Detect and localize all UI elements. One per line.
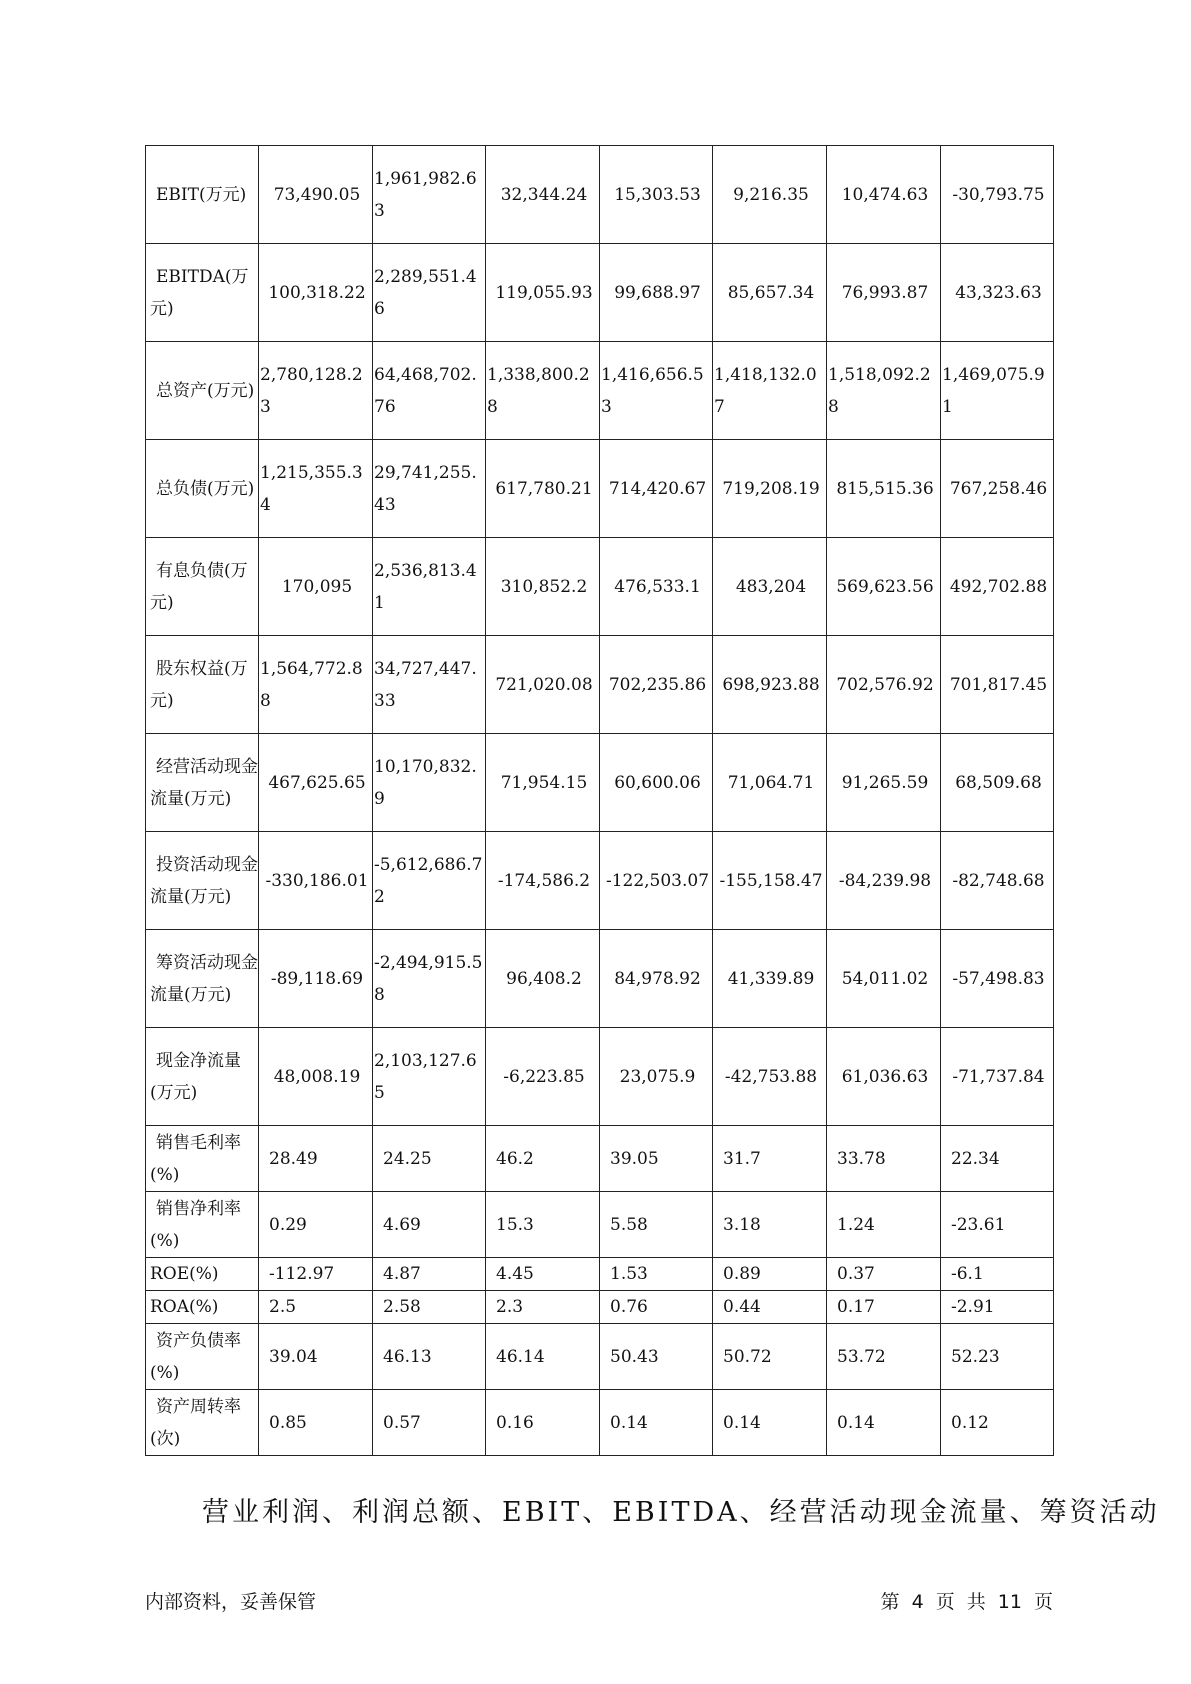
- table-cell: 2.3: [486, 1291, 600, 1324]
- table-row: [146, 734, 1054, 832]
- table-cell: 2,536,813.41: [373, 538, 486, 636]
- table-cell: 99,688.97: [600, 244, 713, 342]
- table-cell: -71,737.84: [941, 1028, 1054, 1126]
- table-cell: 721,020.08: [486, 636, 600, 734]
- table-cell: 0.14: [600, 1390, 713, 1456]
- table-cell: 0.29: [259, 1192, 373, 1258]
- table-cell: 3.18: [713, 1192, 827, 1258]
- row-label-text: 总负债(万元): [156, 478, 255, 499]
- row-label-text: 销售净利率(%): [150, 1198, 241, 1251]
- table-cell: 15.3: [486, 1192, 600, 1258]
- table-row: [146, 538, 1054, 636]
- table-cell: -155,158.47: [713, 832, 827, 930]
- table-cell: 46.13: [373, 1324, 486, 1390]
- table-cell: 719,208.19: [713, 440, 827, 538]
- row-label: [146, 342, 259, 440]
- table-cell: 50.43: [600, 1324, 713, 1390]
- table-cell: -6,223.85: [486, 1028, 600, 1126]
- row-label-text: EBITDA(万元): [150, 266, 249, 319]
- table-cell: -6.1: [941, 1258, 1054, 1291]
- table-cell: -42,753.88: [713, 1028, 827, 1126]
- table-row: [146, 1192, 1054, 1258]
- row-label: [146, 832, 259, 930]
- row-label-text: ROA(%): [150, 1297, 219, 1317]
- table-cell: 0.44: [713, 1291, 827, 1324]
- row-label-text: 经营活动现金流量(万元): [150, 756, 258, 809]
- table-cell: 68,509.68: [941, 734, 1054, 832]
- table-cell: 2,103,127.65: [373, 1028, 486, 1126]
- footer-page-number: 第 4 页 共 11 页: [880, 1591, 1053, 1613]
- table-row: [146, 1028, 1054, 1126]
- table-cell: 24.25: [373, 1126, 486, 1192]
- row-label: [146, 1192, 259, 1258]
- table-cell: 701,817.45: [941, 636, 1054, 734]
- table-cell: 31.7: [713, 1126, 827, 1192]
- table-cell: 76,993.87: [827, 244, 941, 342]
- table-cell: 0.12: [941, 1390, 1054, 1456]
- table-cell: 0.14: [713, 1390, 827, 1456]
- table-cell: 1,564,772.88: [259, 636, 373, 734]
- table-cell: -5,612,686.72: [373, 832, 486, 930]
- table-cell: -23.61: [941, 1192, 1054, 1258]
- row-label-text: 投资活动现金流量(万元): [150, 854, 258, 907]
- table-row: [146, 1390, 1054, 1456]
- table-cell: 73,490.05: [259, 146, 373, 244]
- row-label: [146, 1028, 259, 1126]
- table-cell: 702,576.92: [827, 636, 941, 734]
- table-cell: 0.57: [373, 1390, 486, 1456]
- table-cell: -82,748.68: [941, 832, 1054, 930]
- table-cell: 569,623.56: [827, 538, 941, 636]
- table-cell: 714,420.67: [600, 440, 713, 538]
- table-cell: 96,408.2: [486, 930, 600, 1028]
- footer-confidential-note: 内部资料，妥善保管: [145, 1591, 317, 1613]
- table-row: [146, 1126, 1054, 1192]
- table-cell: 46.2: [486, 1126, 600, 1192]
- row-label: [146, 1390, 259, 1456]
- table-cell: 467,625.65: [259, 734, 373, 832]
- table-cell: 0.37: [827, 1258, 941, 1291]
- table-row: [146, 1291, 1054, 1324]
- table-cell: 2.58: [373, 1291, 486, 1324]
- table-cell: 0.89: [713, 1258, 827, 1291]
- table-cell: 617,780.21: [486, 440, 600, 538]
- table-cell: 39.05: [600, 1126, 713, 1192]
- table-row: [146, 440, 1054, 538]
- row-label-text: 股东权益(万元): [150, 658, 248, 711]
- table-cell: 1,418,132.07: [713, 342, 827, 440]
- row-label: [146, 734, 259, 832]
- table-cell: 71,064.71: [713, 734, 827, 832]
- table-cell: 1,416,656.53: [600, 342, 713, 440]
- table-cell: 22.34: [941, 1126, 1054, 1192]
- table-cell: 1,469,075.91: [941, 342, 1054, 440]
- table-row: [146, 930, 1054, 1028]
- row-label: [146, 440, 259, 538]
- table-cell: 702,235.86: [600, 636, 713, 734]
- table-row: [146, 1324, 1054, 1390]
- table-cell: 41,339.89: [713, 930, 827, 1028]
- table-cell: 61,036.63: [827, 1028, 941, 1126]
- table-cell: 310,852.2: [486, 538, 600, 636]
- table-cell: 9,216.35: [713, 146, 827, 244]
- row-label: [146, 1291, 259, 1324]
- table-cell: 483,204: [713, 538, 827, 636]
- table-cell: -330,186.01: [259, 832, 373, 930]
- table-cell: 815,515.36: [827, 440, 941, 538]
- table-cell: 170,095: [259, 538, 373, 636]
- table-cell: 64,468,702.76: [373, 342, 486, 440]
- table-cell: 1,338,800.28: [486, 342, 600, 440]
- table-cell: 84,978.92: [600, 930, 713, 1028]
- row-label-text: 销售毛利率(%): [150, 1132, 241, 1185]
- table-cell: 1,215,355.34: [259, 440, 373, 538]
- table-cell: 2.5: [259, 1291, 373, 1324]
- table-cell: 28.49: [259, 1126, 373, 1192]
- table-cell: -122,503.07: [600, 832, 713, 930]
- table-cell: 1,961,982.63: [373, 146, 486, 244]
- row-label: [146, 146, 259, 244]
- table-cell: 2,780,128.23: [259, 342, 373, 440]
- table-cell: 476,533.1: [600, 538, 713, 636]
- table-cell: 767,258.46: [941, 440, 1054, 538]
- table-cell: 1.24: [827, 1192, 941, 1258]
- table-cell: 39.04: [259, 1324, 373, 1390]
- body-paragraph: 营业利润、利润总额、EBIT、EBITDA、经营活动现金流量、筹资活动: [202, 1497, 1160, 1528]
- table-cell: 33.78: [827, 1126, 941, 1192]
- table-cell: 4.45: [486, 1258, 600, 1291]
- table-cell: 48,008.19: [259, 1028, 373, 1126]
- table-cell: 10,170,832.9: [373, 734, 486, 832]
- table-cell: 50.72: [713, 1324, 827, 1390]
- table-cell: -174,586.2: [486, 832, 600, 930]
- table-cell: -112.97: [259, 1258, 373, 1291]
- row-label-text: 资产周转率(次): [150, 1396, 241, 1449]
- table-row: [146, 832, 1054, 930]
- row-label: [146, 636, 259, 734]
- table-row: [146, 636, 1054, 734]
- table-cell: 1.53: [600, 1258, 713, 1291]
- table-cell: -84,239.98: [827, 832, 941, 930]
- table-cell: 32,344.24: [486, 146, 600, 244]
- row-label-text: 有息负债(万元): [150, 560, 248, 613]
- table-cell: 5.58: [600, 1192, 713, 1258]
- table-row: [146, 1258, 1054, 1291]
- table-cell: 492,702.88: [941, 538, 1054, 636]
- table-cell: 100,318.22: [259, 244, 373, 342]
- table-cell: 4.69: [373, 1192, 486, 1258]
- table-cell: 15,303.53: [600, 146, 713, 244]
- table-row: [146, 244, 1054, 342]
- table-cell: 10,474.63: [827, 146, 941, 244]
- table-cell: 4.87: [373, 1258, 486, 1291]
- table-cell: 53.72: [827, 1324, 941, 1390]
- table-cell: -89,118.69: [259, 930, 373, 1028]
- table-cell: 23,075.9: [600, 1028, 713, 1126]
- table-cell: 52.23: [941, 1324, 1054, 1390]
- table-cell: 0.14: [827, 1390, 941, 1456]
- row-label-text: EBIT(万元): [156, 184, 247, 205]
- table-row: [146, 146, 1054, 244]
- table-cell: 91,265.59: [827, 734, 941, 832]
- table-cell: 85,657.34: [713, 244, 827, 342]
- row-label-text: 总资产(万元): [156, 380, 255, 401]
- table-row: [146, 342, 1054, 440]
- table-cell: -2,494,915.58: [373, 930, 486, 1028]
- table-cell: 1,518,092.28: [827, 342, 941, 440]
- table-cell: 2,289,551.46: [373, 244, 486, 342]
- table-cell: 71,954.15: [486, 734, 600, 832]
- table-cell: 0.76: [600, 1291, 713, 1324]
- table-cell: 29,741,255.43: [373, 440, 486, 538]
- financial-table: [145, 145, 1054, 1456]
- table-cell: 46.14: [486, 1324, 600, 1390]
- row-label: [146, 1126, 259, 1192]
- table-cell: -57,498.83: [941, 930, 1054, 1028]
- table-cell: 0.17: [827, 1291, 941, 1324]
- table-cell: -30,793.75: [941, 146, 1054, 244]
- row-label-text: 筹资活动现金流量(万元): [150, 952, 258, 1005]
- table-cell: 43,323.63: [941, 244, 1054, 342]
- row-label: [146, 1324, 259, 1390]
- table-cell: 0.85: [259, 1390, 373, 1456]
- table-cell: 0.16: [486, 1390, 600, 1456]
- table-cell: 54,011.02: [827, 930, 941, 1028]
- row-label-text: 现金净流量(万元): [150, 1050, 241, 1103]
- table-cell: -2.91: [941, 1291, 1054, 1324]
- table-cell: 698,923.88: [713, 636, 827, 734]
- table-cell: 119,055.93: [486, 244, 600, 342]
- row-label-text: 资产负债率(%): [150, 1330, 241, 1383]
- row-label: [146, 244, 259, 342]
- table-cell: 60,600.06: [600, 734, 713, 832]
- row-label: [146, 538, 259, 636]
- row-label: [146, 1258, 259, 1291]
- row-label-text: ROE(%): [150, 1264, 219, 1284]
- table-cell: 34,727,447.33: [373, 636, 486, 734]
- row-label: [146, 930, 259, 1028]
